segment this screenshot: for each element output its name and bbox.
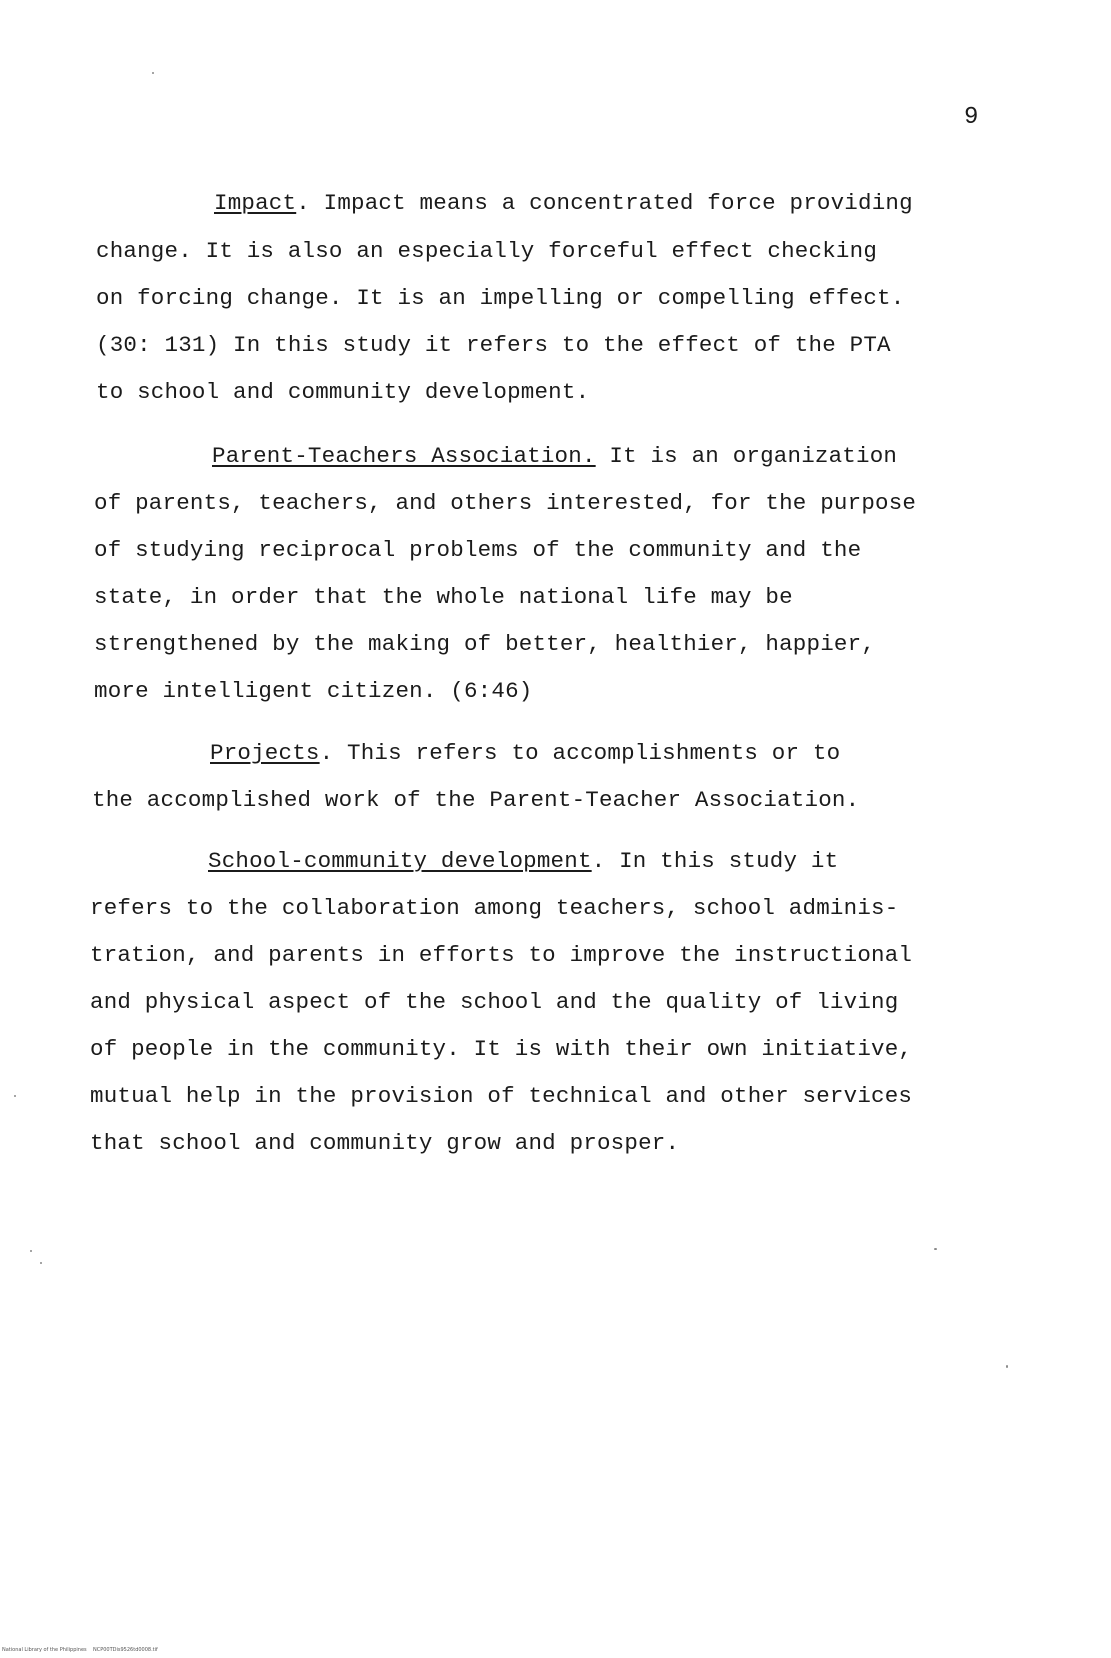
- paragraph-school-community-line-5: of people in the community. It is with their own initiative,: [90, 1036, 913, 1062]
- archive-footer: National Library of the Philippines NCP00TDis9526td0008.tif: [2, 1647, 158, 1653]
- paragraph-impact-line-5: to school and community development.: [96, 379, 590, 405]
- paragraph-pta-line-6: more intelligent citizen. (6:46): [94, 678, 533, 704]
- paragraph-impact-line-1: Impact. Impact means a concentrated force providing: [214, 190, 913, 216]
- paragraph-projects-line-2: the accomplished work of the Parent-Teacher Association.: [92, 787, 860, 813]
- term-pta: Parent-Teachers Association.: [212, 443, 596, 469]
- term-projects: Projects: [210, 740, 320, 766]
- page-number: 9: [964, 104, 979, 131]
- paragraph-pta-line-2: of parents, teachers, and others interested, for the purpose: [94, 490, 917, 516]
- paragraph-pta-line-3: of studying reciprocal problems of the community and the: [94, 537, 862, 563]
- paragraph-school-community-line-1: School-community development. In this study it: [208, 848, 839, 874]
- paragraph-pta-line-1: Parent-Teachers Association. It is an organization: [212, 443, 898, 469]
- paragraph-pta-line-4: state, in order that the whole national life may be: [94, 584, 793, 610]
- scan-speck: [152, 72, 154, 74]
- term-impact: Impact: [214, 190, 297, 216]
- term-school-community: School-community development: [208, 848, 592, 874]
- paragraph-school-community-line-3: tration, and parents in efforts to improve the instructional: [90, 942, 913, 968]
- scan-speck: [934, 1248, 937, 1250]
- paragraph-impact-line-2: change. It is also an especially forceful effect checking: [96, 238, 878, 264]
- paragraph-pta-line-5: strengthened by the making of better, healthier, happier,: [94, 631, 876, 657]
- paragraph-school-community-line-4: and physical aspect of the school and the quality of living: [90, 989, 899, 1015]
- paragraph-impact-line-3: on forcing change. It is an impelling or compelling effect.: [96, 285, 905, 311]
- paragraph-school-community-line-7: that school and community grow and prosper.: [90, 1130, 680, 1156]
- scan-speck: [30, 1250, 32, 1252]
- scan-speck: [14, 1095, 16, 1097]
- paragraph-school-community-line-2: refers to the collaboration among teachers, school adminis-: [90, 895, 899, 921]
- scan-speck: [1006, 1365, 1008, 1368]
- scan-speck: [40, 1262, 42, 1264]
- paragraph-projects-line-1: Projects. This refers to accomplishments or to: [210, 740, 841, 766]
- paragraph-school-community-line-6: mutual help in the provision of technical and other services: [90, 1083, 913, 1109]
- paragraph-impact-line-4: (30: 131) In this study it refers to the effect of the PTA: [96, 332, 891, 358]
